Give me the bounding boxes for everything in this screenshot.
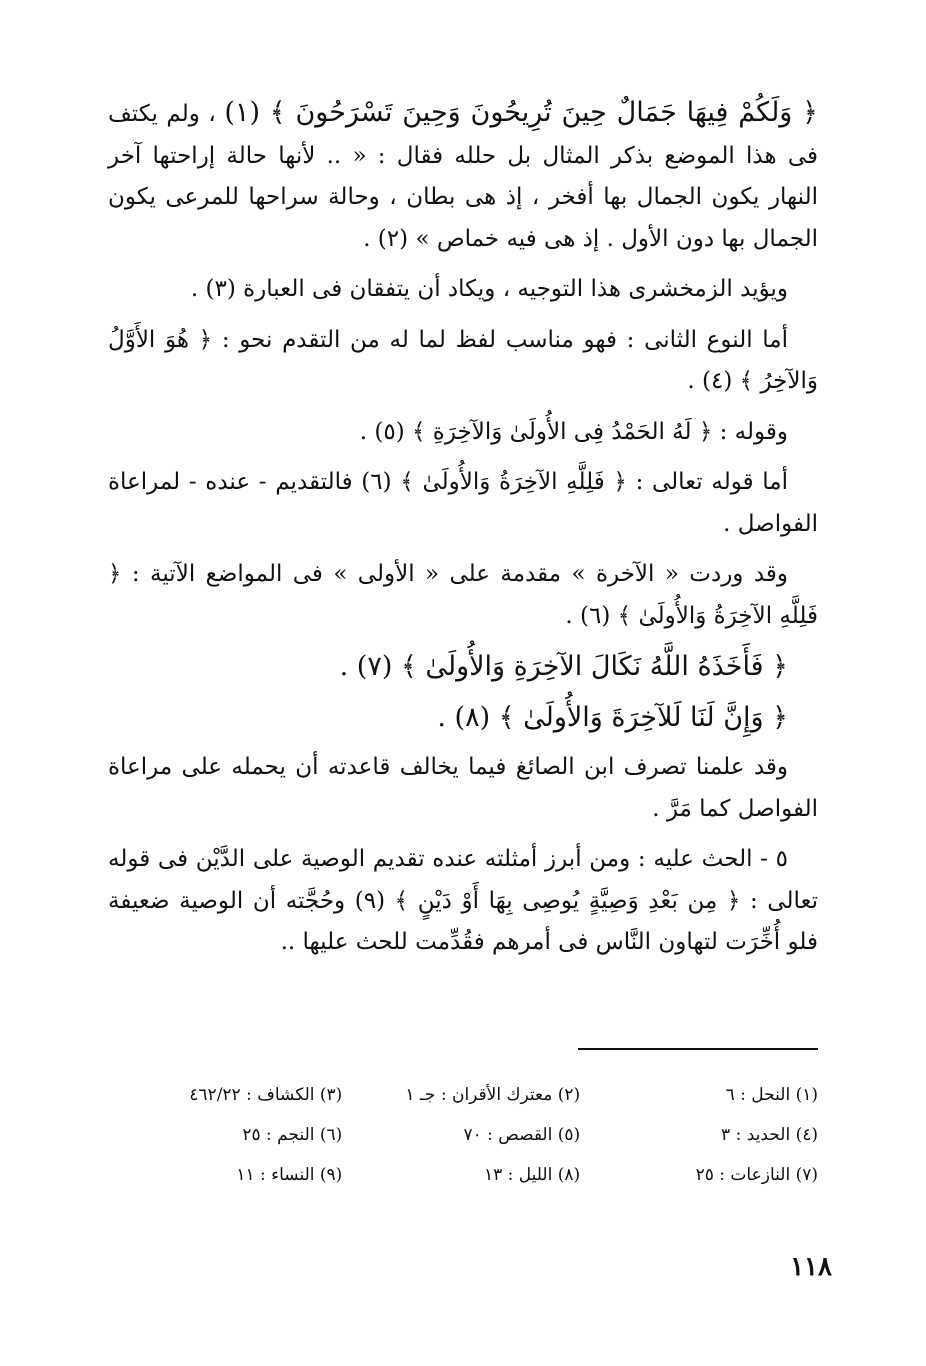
paragraph-2: ويؤيد الزمخشرى هذا التوجيه ، ويكاد أن يتفقان فى العبارة (٣) . — [190, 276, 788, 302]
footnote-7: (٧) النازعات : ٢٥ — [695, 1165, 818, 1185]
paragraph-4: وقوله : ﴿ لَهُ الحَمْدُ فِى الأُولَىٰ وَالآخِرَةِ ﴾ (٥) . — [359, 418, 788, 445]
footnote-row — [108, 1115, 818, 1155]
paragraph-7: وقد علمنا تصرف ابن الصائغ فيما يخالف قاعدته أن يحمله على مراعاة الفواصل كما مَرَّ . — [108, 754, 818, 822]
body-text — [108, 92, 818, 973]
footnote-6: (٦) النجم : ٢٥ — [242, 1125, 343, 1145]
paragraph-5: أما قوله تعالى : ﴿ فَلِلَّهِ الآخِرَةُ وَالأُولَىٰ ﴾ (٦) فالتقديم - عنده - لمراعاة الفواصل . — [108, 469, 818, 537]
footnote-divider — [578, 1048, 818, 1050]
footnote-row — [108, 1075, 818, 1115]
footnote-1: (١) النحل : ٦ — [725, 1085, 818, 1105]
paragraph-1 — [108, 92, 818, 260]
page-number: ١١٨ — [790, 1252, 832, 1282]
footnote-5: (٥) القصص : ٧٠ — [463, 1125, 581, 1145]
footnote-8: (٨) الليل : ١٣ — [484, 1165, 581, 1185]
footnote-row — [108, 1155, 818, 1195]
footnote-3: (٣) الكشاف : ٤٦٢/٢٢ — [189, 1085, 343, 1105]
quran-verse-line-1: ﴿ فَأَخَذَهُ اللَّهُ نَكَالَ الآخِرَةِ وَالأُولَىٰ ﴾ (٧) . — [339, 651, 788, 682]
paragraph-8: ٥ - الحث عليه : ومن أبرز أمثلته عنده تقديم الوصية على الدَّيْن فى قوله تعالى : ﴿ مِن بَعْدِ وَصِيَّةٍ يُوصِى بِهَا أَوْ دَيْنٍ ﴾ (٩) وحُجَّته أن الوصية ضعيفة فلو أُخِّرَت لتهاون النَّاس فى أمرهم فقُدِّمت للحث عليها .. — [108, 846, 818, 955]
footnotes — [108, 1075, 818, 1195]
quran-verse: ﴿ وَلَكُمْ فِيهَا جَمَالٌ حِينَ تُرِيحُونَ وَحِينَ تَسْرَحُونَ ﴾ (١) — [224, 97, 818, 128]
footnote-2: (٢) معترك الأقران : جـ ١ — [405, 1085, 581, 1105]
quran-verse-line-2: ﴿ وَإِنَّ لَنَا لَلآخِرَةَ وَالأُولَىٰ ﴾ (٨) . — [437, 701, 788, 733]
paragraph-text: ، ولم يكتف فى هذا الموضع بذكر المثال بل حلله فقال : « .. لأنها حالة إراحتها آخر النهار يكون الجمال بها أفخر ، إذ هى بطان ، وحالة سراحها للمرعى يكون الجمال بها دون الأول . إذ هى فيه خماص » (٢) . — [108, 101, 818, 252]
footnote-9: (٩) النساء : ١١ — [236, 1165, 343, 1185]
paragraph-6: وقد وردت « الآخرة » مقدمة على « الأولى » فى المواضع الآتية : ﴿ فَلِلَّهِ الآخِرَةُ وَالأُولَىٰ ﴾ (٦) . — [108, 561, 818, 629]
paragraph-3: أما النوع الثانى : فهو مناسب لفظ لما له من التقدم نحو : ﴿ هُوَ الأَوَّلُ وَالآخِرُ ﴾ (٤) . — [108, 326, 818, 394]
footnote-4: (٤) الحديد : ٣ — [721, 1125, 818, 1145]
